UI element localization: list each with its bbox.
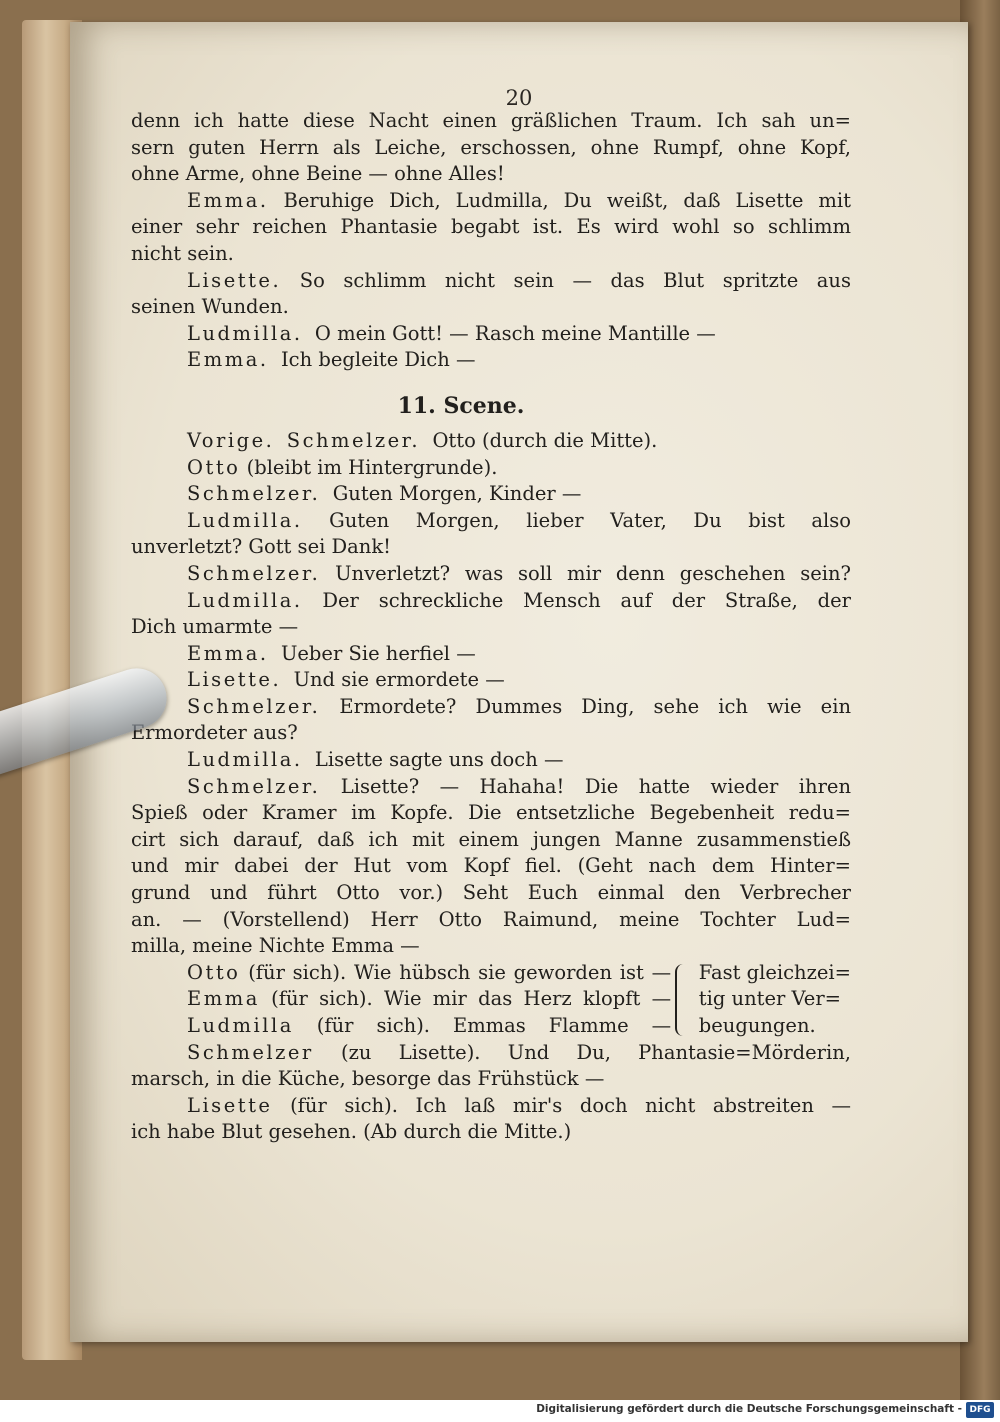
dialogue-line bbox=[131, 641, 851, 668]
speaker: Emma. bbox=[187, 348, 269, 372]
aside-group bbox=[131, 960, 851, 1040]
speech: Lisette? — Hahaha! Die hatte wieder ihren bbox=[340, 774, 852, 798]
dialogue-line bbox=[131, 1040, 851, 1067]
speaker: Emma. bbox=[187, 641, 269, 665]
speaker: Schmelzer. bbox=[187, 774, 321, 798]
speaker: Schmelzer bbox=[187, 1040, 314, 1064]
aside-note bbox=[699, 960, 851, 1040]
speaker: Otto bbox=[187, 455, 241, 479]
text-line: an. — (Vorstellend) Herr Otto Raimund, meine Tochter Lud= bbox=[131, 907, 851, 931]
speech: Ermordete? Dummes Ding, sehe ich wie ein bbox=[339, 694, 851, 718]
speaker: Lisette. bbox=[187, 668, 282, 692]
aside-line bbox=[131, 960, 671, 987]
stage-otto: Otto (durch die Mitte). bbox=[432, 428, 658, 452]
speech: Der schreckliche Mensch auf der Straße, der bbox=[322, 588, 851, 612]
text-line: ohne Arme, ohne Beine — ohne Alles! bbox=[131, 162, 505, 186]
dialogue-line bbox=[131, 455, 851, 482]
dialogue-line bbox=[131, 321, 851, 348]
text-line: Spieß oder Kramer im Kopfe. Die entsetzliche Begebenheit redu= bbox=[131, 801, 851, 825]
speaker: Ludmilla. bbox=[187, 508, 303, 532]
brace-bracket bbox=[675, 964, 691, 1036]
stage-direction bbox=[131, 428, 851, 455]
footer-bar bbox=[0, 1400, 1000, 1422]
text-line: denn ich hatte diese Nacht einen gräßlichen Traum. Ich sah un= bbox=[131, 109, 851, 132]
speech: Ich begleite Dich — bbox=[280, 348, 476, 372]
aside-note-line: Fast gleichzei= bbox=[698, 960, 851, 984]
speaker: Ludmilla. bbox=[187, 321, 303, 345]
aside-lines bbox=[131, 960, 671, 1040]
text-line: cirt sich darauf, daß ich mit einem jungen Manne zusammenstieß bbox=[131, 827, 851, 851]
speech: (für sich). Ich laß mir's doch nicht abstreiten — bbox=[290, 1093, 852, 1117]
speech: Und sie ermordete — bbox=[293, 668, 505, 692]
speech: Guten Morgen, Kinder — bbox=[332, 482, 582, 506]
text-line: und mir dabei der Hut vom Kopf fiel. (Geht nach dem Hinter= bbox=[131, 854, 851, 878]
text-line: marsch, in die Küche, besorge das Frühstück — bbox=[131, 1067, 605, 1091]
dialogue-line bbox=[131, 481, 851, 508]
speaker: Schmelzer. bbox=[187, 694, 321, 718]
dialogue-line bbox=[131, 347, 851, 374]
speaker: Ludmilla. bbox=[187, 748, 303, 772]
text-line: unverletzt? Gott sei Dank! bbox=[131, 535, 392, 559]
aside-line bbox=[131, 1013, 671, 1040]
speech: Beruhige Dich, Ludmilla, Du weißt, daß Lisette mit bbox=[283, 188, 851, 212]
speaker: Schmelzer. bbox=[187, 561, 321, 585]
text-line: ich habe Blut gesehen. (Ab durch die Mitte.) bbox=[131, 1120, 572, 1144]
dialogue-line bbox=[131, 694, 851, 721]
dialogue-line bbox=[131, 1093, 851, 1120]
speech: (zu Lisette). Und Du, Phantasie=Mörderin, bbox=[341, 1040, 851, 1064]
speaker: Lisette bbox=[187, 1093, 273, 1117]
aside-line bbox=[131, 986, 671, 1013]
speaker: Schmelzer. bbox=[187, 482, 321, 506]
speaker: Ludmilla. bbox=[187, 588, 303, 612]
speaker: Emma. bbox=[187, 188, 269, 212]
funding-credit: Digitalisierung gefördert durch die Deutsche Forschungsgemeinschaft - bbox=[536, 1403, 962, 1415]
speech: (für sich). Wie hübsch sie geworden ist — bbox=[248, 960, 672, 984]
text-line: Dich umarmte — bbox=[131, 615, 299, 639]
dialogue-line bbox=[131, 268, 851, 295]
text-line: grund und führt Otto vor.) Seht Euch einmal den Verbrecher bbox=[131, 881, 851, 905]
scene-heading: 11. Scene. bbox=[397, 392, 525, 419]
text-line: nicht sein. bbox=[131, 241, 234, 265]
speech: So schlimm nicht sein — das Blut spritzte aus bbox=[299, 268, 851, 292]
speaker: Otto bbox=[187, 960, 241, 984]
text-line: einer sehr reichen Phantasie begabt ist. Es wird wohl so schlimm bbox=[131, 215, 851, 239]
dialogue-line bbox=[131, 774, 851, 801]
speech: Unverletzt? was soll mir denn geschehen sein? bbox=[335, 561, 851, 585]
speaker: Emma bbox=[187, 987, 260, 1011]
speech: Guten Morgen, lieber Vater, Du bist also bbox=[329, 508, 852, 532]
dialogue-line bbox=[131, 188, 851, 215]
dialogue-line bbox=[131, 667, 851, 694]
speech: Ueber Sie herfiel — bbox=[280, 641, 476, 665]
speech: O mein Gott! — Rasch meine Mantille — bbox=[314, 321, 716, 345]
dialogue-line bbox=[131, 508, 851, 535]
speech: Lisette sagte uns doch — bbox=[314, 748, 564, 772]
speaker: Lisette. bbox=[187, 268, 282, 292]
dfg-logo: DFG bbox=[966, 1402, 994, 1418]
dialogue-line bbox=[131, 588, 851, 615]
dialogue-line bbox=[131, 561, 851, 588]
text-line: milla, meine Nichte Emma — bbox=[131, 934, 420, 958]
text-line: seinen Wunden. bbox=[131, 295, 289, 319]
speech: (für sich). Emmas Flamme — bbox=[316, 1014, 672, 1037]
stage-vorige: Vorige. bbox=[187, 428, 275, 452]
page-number: 20 bbox=[505, 86, 533, 110]
page-text bbox=[131, 108, 851, 1146]
speech: (für sich). Wie mir das Herz klopft — bbox=[271, 987, 672, 1011]
text-line: sern guten Herrn als Leiche, erschossen, ohne Rumpf, ohne Kopf, bbox=[131, 135, 851, 159]
text-line: Ermordeter aus? bbox=[131, 721, 298, 745]
aside-note-line: beugungen. bbox=[698, 1014, 816, 1037]
stage-schmelzer: Schmelzer. bbox=[286, 428, 421, 452]
speech: (bleibt im Hintergrunde). bbox=[246, 455, 498, 479]
speaker: Ludmilla bbox=[187, 1014, 294, 1037]
aside-note-line: tig unter Ver= bbox=[698, 987, 842, 1011]
dialogue-line bbox=[131, 747, 851, 774]
